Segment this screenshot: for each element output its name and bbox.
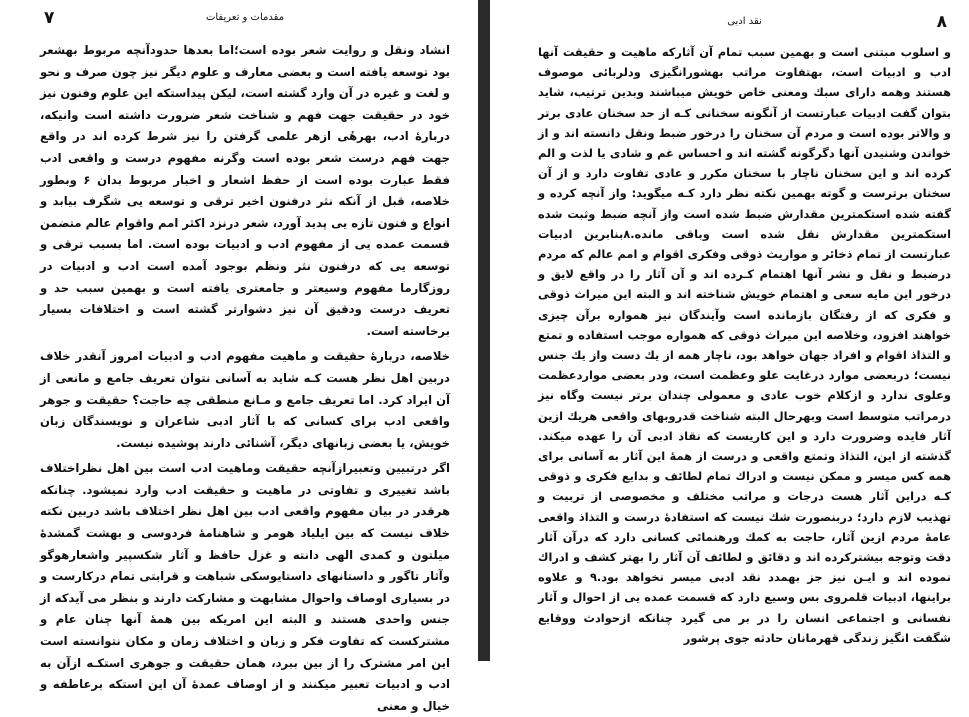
right-running-header: نقد ادبی bbox=[727, 16, 762, 27]
left-paragraph-2: خلاصه، دربارهٔ حقیقت و ماهیت مفهوم ادب و ادبیات امروز آنقدر خلاف دربین اهل نظر هست کـه شاید به آسانی نتوان تعریف جامع و مانعی از آن ایراد کرد. اما تعریف جامع و مـانع منطقی چه حاجت؟ حقیقت و جوهر واقعی ادب برای کسانی که با آثار ادبی شاعران و نویسندگان زبان خویش، یا بعضی زبانهای دیگر، آشنائی دارند پوشیده نیست. bbox=[40, 349, 450, 450]
right-page bbox=[498, 0, 969, 661]
left-running-header: مقدمات و تعریفات bbox=[205, 12, 285, 23]
right-page-header bbox=[538, 12, 951, 36]
left-page bbox=[0, 0, 470, 713]
gutter-shadow bbox=[478, 0, 490, 661]
right-page-number: ۸ bbox=[936, 12, 947, 32]
right-page-body bbox=[538, 42, 951, 648]
left-paragraph-1: انشاد ونقل و روایت شعر بوده است؛اما بعدها حدودآنچه مربوط بهشعر بود توسعه یافته است و بعضی معارف و علوم دیگر نیز چون صرف و نحو و لغت و غیره در آن وارد گشته است، لیکن پیداستکه این علوم وفنون نیز خود در حقیقت جهت فهم و شناخت شعر ضرورت داشته است وانیکه، دربارهٔ ادب، بهرهٔی ازهر علمی گرفتن را نیز شرط کرده اند در واقع جهت فهم درست شعر بوده است وگرنه مفهوم درست و واقعی ادب فقط عبارت بوده است از حفظ اشعار و اخبار مربوط بدان ۶ وبطور خلاصه، قبل از آنکه نثر درفنون اخیر ترقی و توسعه یی شگرف بیابد و انواع و فنون تازه یی پدید آورد، شعر درنزد اکثر امم واقوام عالم متضمن قسمت عمده یی از مفهوم ادب و ادبیات بوده است. اما بسبب ترقی و توسعه یی که درفنون نثر ونظم بوجود آمده است ادب و ادبیات در روزگارما مفهوم وسیعتر و جامعتری یافته است و بهمین سبب حد و تعریف درست ودقیق آن نیز دشوارتر گشته است و اختلافات بسیار برخاسته است. bbox=[40, 43, 450, 338]
right-paragraph-1: و اسلوب مبتنی است و بهمین سبب تمام آن آثارکه ماهیت و حقیقت آنها ادب و ادبیات است، بهتفاوت مراتب بهشورانگیزی ودلربائی موصوف هستند وهمه دارای سبك ومعنی خاص خویش میباشند وبدین ترتیب، شاید بتوان گفت ادبیات عبارتست از آنگونه سخنانی کـه از حد سخنان عادی برتر و والاتر بوده است و مردم آن سخنان را درخور ضبط ونقل دانسته اند و از خواندن وشنیدن آنها دگرگونه گشته اند و احساس غم و شادی یا لذت و الم کرده اند و این سخنان ناچار با سخنان مکرر و عادی تفاوت دارد و از آن سخنان برترست و گوته بهمین نکته نظر دارد کـه میگوید: واز آنچه کرده و گفته شده استکمترین مقدارش ضبط شده است واز آنچه ضبط وثبت شده استکمترین مقدارش نقل شده است وباقی مانده.۸بنابرین ادبیات عبارتست از تمام ذخائر و مواریث ذوقی وفکری اقوام و امم عالم که مردم درضبط و نقل و نشر آنها اهتمام کـرده اند و آن آثار را در واقع لایق و درخور این مایه سعی و اهتمام خویش شناخته اند و البته این میراث ذوقی و فکری که از رفتگان بازمانده است وآیندگان نیز همواره برآن چیزی خواهند افزود، وخلاصه این میراث ذوقی که همواره موجب استفاده و تمتع و التذاذ اقوام و افراد جهان خواهد بود، ناچار همه از یك دست واز یك جنس نیست؛ دربعضی موارد درغایت علو وعظمت است، ودر بعضی مواردعظمت وعلوی ندارد و ازکلام خوب عادی و معمولی چندان برتر نیست وگاه نیز درمراتب متوسط است وبهرحال البته شناخت قدروبهای واقعی هریك ازین آثار فایده وضرورت دارد و این کاریست که نقاد ادبی آن را عهده میکند. گذشته از این، التذاذ وتمتع واقعی و درست از همهٔ این آثار به آسانی برای همه کس میسر و ممکن نیست و ادراك تمام لطائف و بدایع فکری و ذوقی کـه دراین آثار هست درجات و مراتب مختلف و مخصوصی از تربیت و تهذیب لازم دارد؛ دربنصورت شك نیست که استفادهٔ درست و التذاذ واقعی عامهٔ مردم ازین آثار، حاجت به کمك ورهنمائی کسانی دارد که درآن آثار دقت وتوجه بیشترکرده اند و دقائق و لطائف آن آثار را بهتر کشف و ادراك نموده اند و ایـن نیز جز بهمدد نقد ادبی میسر نخواهد بود.۹ و علاوه براینها، ادبیات قلمروی بس وسیع دارد که قسمت عمده یی از احوال و آثار نفسانی و اجتماعی انسان را در بر می گیرد چنانکه ازحوادث ووقایع شگفت انگیز زندگی قهرمانان حادثه جوی پرشور bbox=[538, 45, 952, 645]
left-page-body bbox=[40, 40, 450, 717]
left-page-header bbox=[40, 8, 450, 32]
left-paragraph-3: اگر درتبیین وتعبیرازآنچه حقیقت وماهیت ادب است بین اهل نظراختلاف باشد تغییری و تفاوتی در ماهیت و حقیقت ادب وارد نمیشود. چنانکه هرقدر در بیان مفهوم واقعی ادب بین اهل نظر اختلاف باشد دربین نکته خلاف نیست که بین ایلیاد هومر و شاهنامهٔ فردوسی و بهشت گمشدهٔ میلتون و کمدی الهی دانته و غزل حافظ و آثار شکسپیر واشعارهوگو وآثار تاگور و داستانهای داستایوسکی شباهت و قرابتی تمام درکارست و در بسیاری اوصاف واحوال مشابهت و مشارکت دارند و بنظر می آیدکه از جنس واحدی هستند و البته این امریکه بین همهٔ آنها چنان عام و مشترکست که تفاوت فکر و زبان و اختلاف زمان و مکان نتوانسته است این امر مشترک را از بین ببرد، همان حقیقت و جوهری استکـه ازآن به ادب و ادبیات تعبیر میکنند و از اوصاف عمدهٔ آن این استکه برعاطفه و خیال و معنی bbox=[40, 461, 450, 713]
left-page-number: ۷ bbox=[44, 8, 55, 28]
book-gutter bbox=[470, 0, 498, 661]
